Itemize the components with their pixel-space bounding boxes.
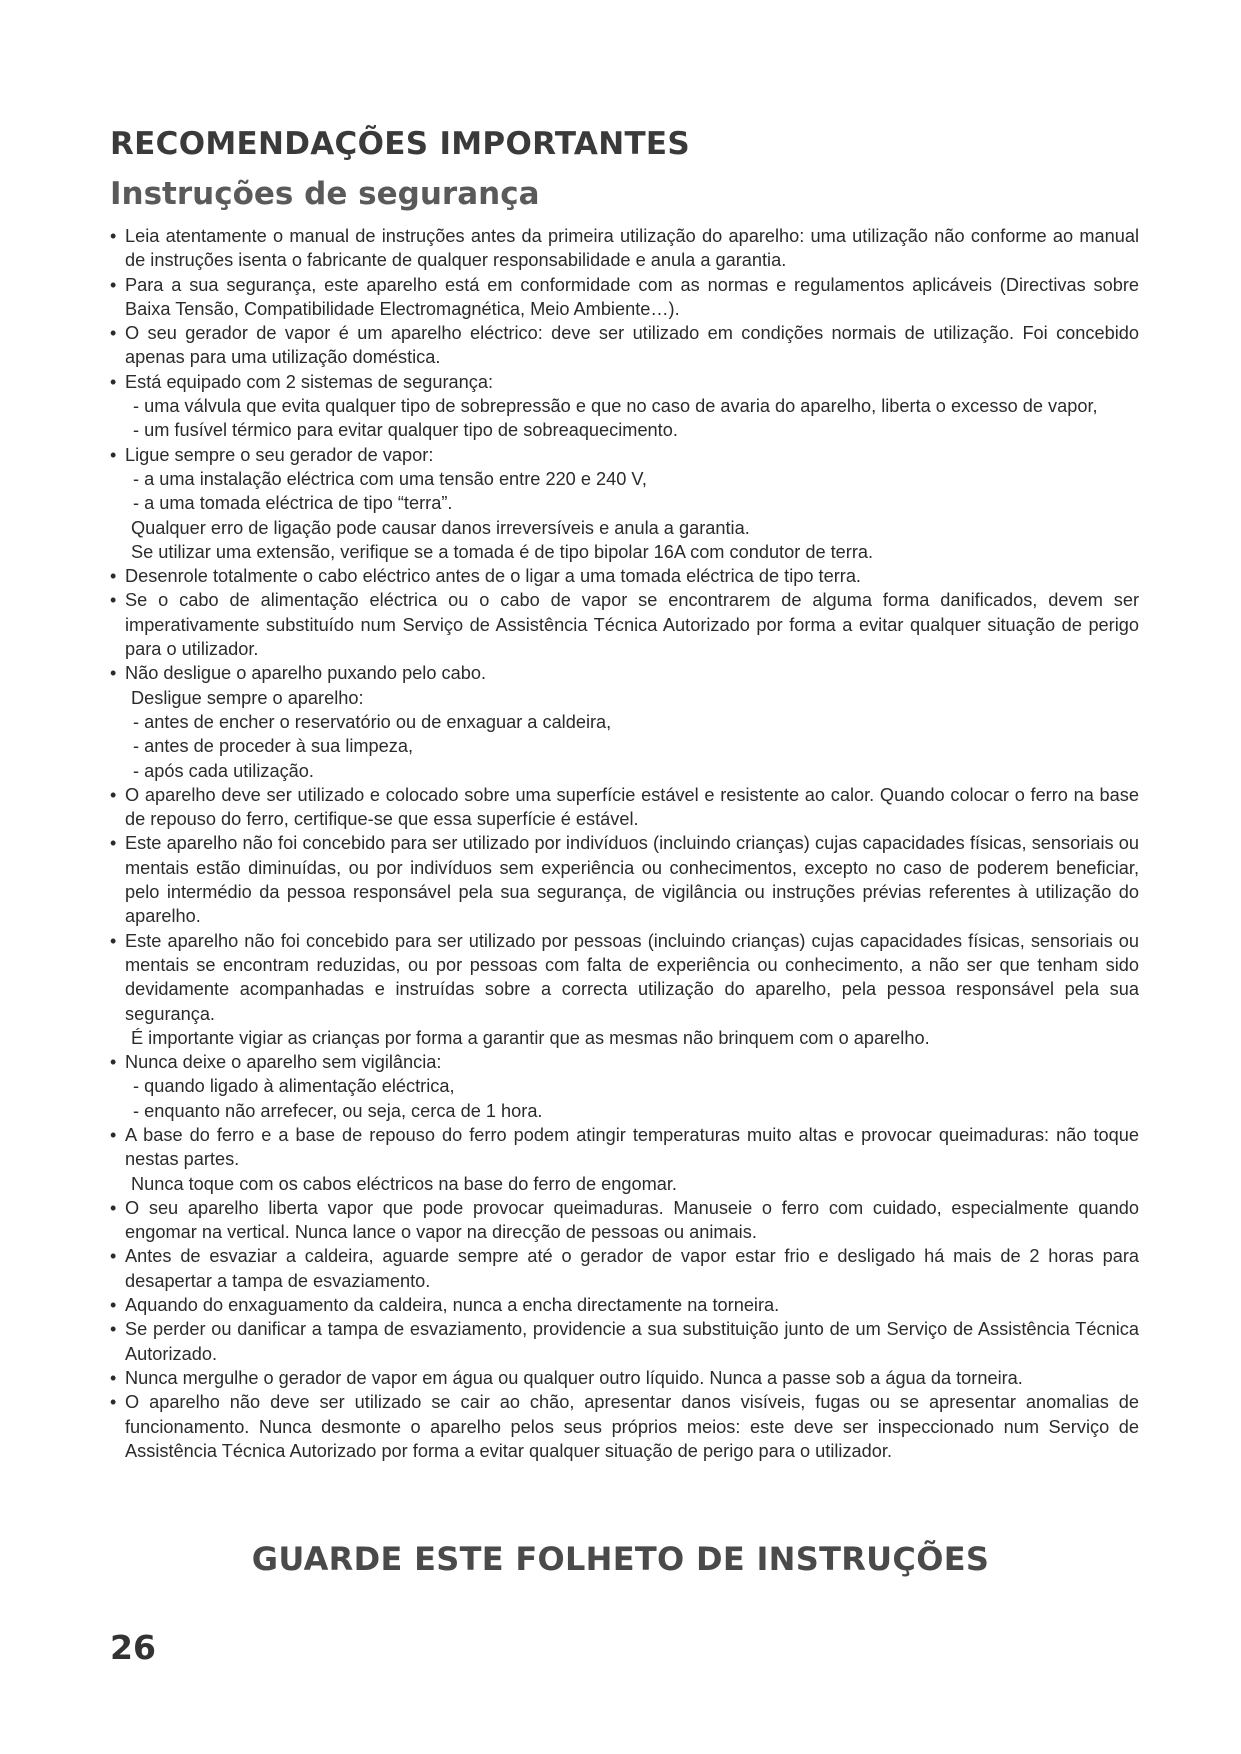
bullet-item: • Não desligue o aparelho puxando pelo cabo. <box>113 661 1139 685</box>
sub-item: - uma válvula que evita qualquer tipo de sobrepressão e que no caso de avaria do aparelho, liberta o excesso de vapor, <box>133 396 1098 417</box>
bullet-item: • Este aparelho não foi concebido para ser utilizado por indivíduos (incluindo crianças) cujas capacidades físicas, sensoriais ou mentais estão diminuídas, ou por indivíduos sem experiência ou conhecimentos, excepto no caso de poderem beneficiar, pelo intermédio da pessoa responsável pela sua segurança, de vigilância ou instruções prévias referentes à utilização do aparelho. <box>113 831 1139 928</box>
sub-item: - enquanto não arrefecer, ou seja, cerca de 1 hora. <box>133 1100 543 1121</box>
continuation-text: É importante vigiar as crianças por forma a garantir que as mesmas não brinquem com o aparelho. <box>131 1027 930 1048</box>
sub-item: - a uma instalação eléctrica com uma tensão entre 220 e 240 V, <box>133 468 647 489</box>
sub-item: - antes de proceder à sua limpeza, <box>133 736 414 757</box>
bullet-item: • Aquando do enxaguamento da caldeira, nunca a encha directamente na torneira. <box>113 1293 1139 1317</box>
safety-instructions-list <box>113 224 1139 1463</box>
bullet-item: • Se perder ou danificar a tampa de esvaziamento, providencie a sua substituição junto de um Serviço de Assistência Técnica Autorizado. <box>113 1317 1139 1366</box>
sub-item: - a uma tomada eléctrica de tipo “terra”. <box>133 493 453 514</box>
continuation-text: Nunca toque com os cabos eléctricos na base do ferro de engomar. <box>131 1173 677 1194</box>
page-number: 26 <box>110 1628 156 1667</box>
bullet-item: • Nunca mergulhe o gerador de vapor em água ou qualquer outro líquido. Nunca a passe sob a água da torneira. <box>113 1366 1139 1390</box>
bullet-item: • O aparelho não deve ser utilizado se cair ao chão, apresentar danos visíveis, fugas ou se apresentar anomalias de funcionamento. Nunca desmonte o aparelho pelos seus próprios meios: este deve ser inspeccionado num Serviço de Assistência Técnica Autorizado por forma a evitar qualquer situação de perigo para o utilizador. <box>113 1390 1139 1463</box>
bullet-item: • Se o cabo de alimentação eléctrica ou o cabo de vapor se encontrarem de alguma forma danificados, devem ser imperativamente substituído num Serviço de Assistência Técnica Autorizado por forma a evitar qualquer situação de perigo para o utilizador. <box>113 588 1139 661</box>
bullet-item: • O seu aparelho liberta vapor que pode provocar queimaduras. Manuseie o ferro com cuidado, especialmente quando engomar na vertical. Nunca lance o vapor na direcção de pessoas ou animais. <box>113 1196 1139 1245</box>
bullet-item: • Nunca deixe o aparelho sem vigilância: <box>113 1050 1139 1074</box>
footer-title: GUARDE ESTE FOLHETO DE INSTRUÇÕES <box>251 1540 990 1578</box>
sub-item: - quando ligado à alimentação eléctrica, <box>133 1076 455 1097</box>
bullet-item: • Este aparelho não foi concebido para ser utilizado por pessoas (incluindo crianças) cujas capacidades físicas, sensoriais ou mentais se encontram reduzidas, ou por pessoas com falta de experiência ou conhecimento, a não ser que tenham sido devidamente acompanhadas e instruídas sobre a correcta utilização do aparelho, pela pessoa responsável pela sua segurança. <box>113 929 1139 1026</box>
section-subtitle: Instruções de segurança <box>110 176 540 212</box>
bullet-item: • O seu gerador de vapor é um aparelho eléctrico: deve ser utilizado em condições normais de utilização. Foi concebido apenas para uma utilização doméstica. <box>113 321 1139 370</box>
sub-item: - antes de encher o reservatório ou de enxaguar a caldeira, <box>133 711 612 732</box>
sub-item: - um fusível térmico para evitar qualquer tipo de sobreaquecimento. <box>133 420 678 441</box>
bullet-item: • A base do ferro e a base de repouso do ferro podem atingir temperaturas muito altas e provocar queimaduras: não toque nestas partes. <box>113 1123 1139 1172</box>
bullet-item: • O aparelho deve ser utilizado e colocado sobre uma superfície estável e resistente ao calor. Quando colocar o ferro na base de repouso do ferro, certifique-se que essa superfície é estável. <box>113 783 1139 832</box>
continuation-text: Se utilizar uma extensão, verifique se a tomada é de tipo bipolar 16A com condutor de terra. <box>131 541 874 562</box>
continuation-text: Qualquer erro de ligação pode causar danos irreversíveis e anula a garantia. <box>131 517 750 538</box>
bullet-item: • Para a sua segurança, este aparelho está em conformidade com as normas e regulamentos aplicáveis (Directivas sobre Baixa Tensão, Compatibilidade Electromagnética, Meio Ambiente…). <box>113 273 1139 322</box>
bullet-item: • Antes de esvaziar a caldeira, aguarde sempre até o gerador de vapor estar frio e desligado há mais de 2 horas para desapertar a tampa de esvaziamento. <box>113 1244 1139 1293</box>
continuation-text: Desligue sempre o aparelho: <box>131 687 364 708</box>
bullet-item: • Está equipado com 2 sistemas de segurança: <box>113 370 1139 394</box>
bullet-item: • Leia atentamente o manual de instruções antes da primeira utilização do aparelho: uma utilização não conforme ao manual de instruções isenta o fabricante de qualquer responsabilidade e anula a garantia. <box>113 224 1139 273</box>
sub-item: - após cada utilização. <box>133 760 314 781</box>
bullet-item: • Desenrole totalmente o cabo eléctrico antes de o ligar a uma tomada eléctrica de tipo terra. <box>113 564 1139 588</box>
bullet-item: • Ligue sempre o seu gerador de vapor: <box>113 443 1139 467</box>
page-title: RECOMENDAÇÕES IMPORTANTES <box>110 126 691 162</box>
